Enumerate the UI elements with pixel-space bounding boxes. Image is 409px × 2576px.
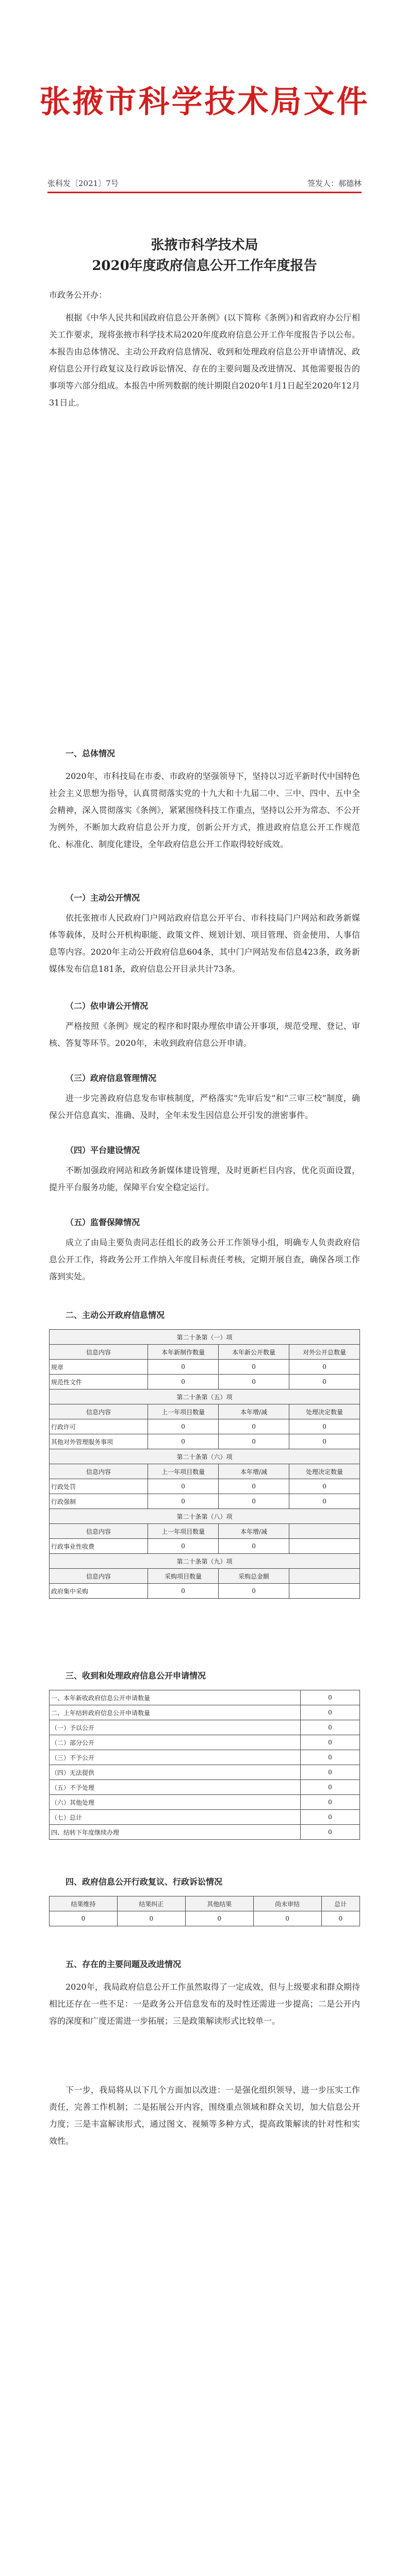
table-cell: （七）总计 <box>50 1810 301 1825</box>
document-sheet-2 <box>0 690 409 2545</box>
table-cell: 0 <box>301 1705 360 1720</box>
table-cell: 0 <box>50 1911 118 1926</box>
section-1-paragraph-2: 依托张掖市人民政府门户网站政府信息公开平台、市科技局门户网站和政务新媒体等载体，及时公开机构职能、政策文件、规划计划、项目管理、资金使用、人事信息等内容。2020年主动公开政府信息604条，其中门户网站发布信息423条，政务新媒体发布信息181条，政府信息公开目录共计73条。 <box>49 913 360 974</box>
table-cell: 0 <box>219 1375 289 1389</box>
table-cell: 0 <box>117 1911 185 1926</box>
table-caption: 第二十条第（六）项 <box>50 1449 360 1464</box>
table-row <box>50 1705 360 1720</box>
table-header: 本年新制作数量 <box>148 1345 219 1360</box>
table-cell <box>289 1584 360 1599</box>
table-cell: 0 <box>301 1720 360 1735</box>
table-cell: 0 <box>148 1479 219 1494</box>
table-cell: 0 <box>289 1434 360 1449</box>
table-header: 其他结果 <box>185 1896 253 1911</box>
table-cell: （四）无法提供 <box>50 1765 301 1780</box>
application-handling-table <box>49 1690 360 1840</box>
table-row <box>50 1584 360 1599</box>
table-header: 本年新公开数量 <box>219 1345 289 1360</box>
document-sheet-3 <box>0 2545 409 2576</box>
table-cell: 0 <box>148 1494 219 1509</box>
table-header: 总计 <box>321 1896 359 1911</box>
doc-number: 张科发〔2021〕7号 <box>47 179 119 188</box>
proactive-disclosure-table <box>49 1329 360 1599</box>
table-cell: 0 <box>148 1539 219 1554</box>
table-cell: 0 <box>289 1479 360 1494</box>
addressee: 市政务公开办： <box>49 290 107 300</box>
table-header: 本年增/减 <box>219 1524 289 1539</box>
table-header: 采购项目数量 <box>148 1569 219 1584</box>
table-header: 对外公开总数量 <box>289 1345 360 1360</box>
table-cell: 0 <box>321 1911 359 1926</box>
table-cell: 0 <box>219 1434 289 1449</box>
table-cell: 0 <box>289 1360 360 1375</box>
table-cell: 0 <box>148 1419 219 1434</box>
table-cell: 四、结转下年度继续办理 <box>50 1825 301 1840</box>
table-cell: 0 <box>219 1419 289 1434</box>
intro-paragraph: 根据《中华人民共和国政府信息公开条例》(以下简称《条例》)和省政府办公厅相关工作要求，现将张掖市科学技术局2020年度政府信息公开工作年度报告予以公布。本报告由总体情况、主动公开政府信息情况、收到和处理政府信息公开申请情况、政府信息公开行政复议及行政诉讼情况、存在的主要问题及改进情况、其他需要报告的事项等六部分组成。本报告中所列数据的统计期限自2020年1月1日起至2020年12月31日止。 <box>49 313 360 408</box>
section-1-subheading-1: （一）主动公开情况 <box>66 893 140 903</box>
table-cell: 0 <box>219 1494 289 1509</box>
table-row <box>50 1494 360 1509</box>
table-header: 尚未审结 <box>253 1896 321 1911</box>
section-1-subheading-2: （二）依申请公开情况 <box>66 1001 149 1011</box>
table-header: 信息内容 <box>50 1569 148 1584</box>
signer: 签发人：郝德林 <box>307 179 362 188</box>
table-cell: 0 <box>301 1765 360 1780</box>
table-row <box>50 1765 360 1780</box>
table-row <box>50 1825 360 1840</box>
table-cell: 0 <box>219 1584 289 1599</box>
table-row <box>50 1720 360 1735</box>
table-header: 处理决定数量 <box>289 1404 360 1419</box>
table-header: 结果纠正 <box>117 1896 185 1911</box>
table-cell: （五）不予处理 <box>50 1780 301 1795</box>
table-row <box>50 1479 360 1494</box>
table-row <box>50 1360 360 1375</box>
section-1-subheading-4: （四）平台建设情况 <box>66 1145 140 1155</box>
table-header <box>289 1524 360 1539</box>
section-2-title: 二、主动公开政府信息情况 <box>66 1310 165 1320</box>
table-cell: 0 <box>301 1750 360 1765</box>
red-divider <box>47 192 362 193</box>
table-caption: 第二十条第（五）项 <box>50 1389 360 1404</box>
section-1-subheading-5: （五）监督保障情况 <box>66 1217 140 1227</box>
table-cell: 0 <box>148 1360 219 1375</box>
table-cell: 0 <box>148 1584 219 1599</box>
table-cell: 0 <box>289 1419 360 1434</box>
section-4-title: 四、政府信息公开行政复议、行政诉讼情况 <box>66 1877 223 1887</box>
table-cell: 二、上年结转政府信息公开申请数量 <box>50 1705 301 1720</box>
table-header: 信息内容 <box>50 1345 148 1360</box>
table-cell: 0 <box>301 1810 360 1825</box>
table-cell: 行政许可 <box>50 1419 148 1434</box>
table-row <box>50 1434 360 1449</box>
table-row <box>50 1911 360 1926</box>
table-row <box>50 1419 360 1434</box>
section-1-subheading-3: （三）政府信息管理情况 <box>66 1073 157 1083</box>
table-header: 信息内容 <box>50 1404 148 1419</box>
table-cell: 规章 <box>50 1360 148 1375</box>
red-header-title: 张掖市科学技术局文件 <box>39 84 370 120</box>
section-5-paragraph-2: 下一步，我局将从以下几个方面加以改进：一是强化组织领导，进一步压实工作责任，完善工作机制；二是拓展公开内容，围绕重点领域和群众关切，加大信息公开力度；三是丰富解读形式，通过图文、视频等多种方式，提高政策解读的针对性和实效性。 <box>49 2085 360 2146</box>
table-cell: 行政强制 <box>50 1494 148 1509</box>
table-row <box>50 1375 360 1389</box>
table-cell: 0 <box>301 1795 360 1810</box>
table-cell: 行政处罚 <box>50 1479 148 1494</box>
table-header: 上一年项目数量 <box>148 1524 219 1539</box>
table-caption: 第二十条第（一）项 <box>50 1330 360 1345</box>
table-cell <box>289 1539 360 1554</box>
table-header: 结果维持 <box>50 1896 118 1911</box>
section-1-paragraph-1: 2020年，市科技局在市委、市政府的坚强领导下，坚持以习近平新时代中国特色社会主义思想为指导，认真贯彻落实党的十九大和十九届二中、三中、四中、五中全会精神，深入贯彻落实《条例》，紧紧围绕科技工作重点，坚持以公开为常态、不公开为例外，不断加大政府信息公开力度，创新公开方式，推进政府信息公开工作规范化、标准化、制度化建设，全年政府信息公开工作取得较好成效。 <box>49 771 360 849</box>
table-cell: （三）不予公开 <box>50 1750 301 1765</box>
table-header: 上一年项目数量 <box>148 1404 219 1419</box>
table-row <box>50 1810 360 1825</box>
table-cell: 0 <box>301 1690 360 1705</box>
table-row <box>50 1750 360 1765</box>
section-5-title: 五、存在的主要问题及改进情况 <box>66 1959 182 1969</box>
table-header <box>289 1569 360 1584</box>
table-cell: 政府集中采购 <box>50 1584 148 1599</box>
table-row <box>50 1539 360 1554</box>
review-litigation-table <box>49 1896 360 1926</box>
section-1-title: 一、总体情况 <box>66 749 116 758</box>
report-org-title: 张掖市科学技术局 <box>151 238 258 253</box>
table-cell: 0 <box>289 1375 360 1389</box>
table-row <box>50 1780 360 1795</box>
section-1-paragraph-5: 不断加强政府网站和政务新媒体建设管理，及时更新栏目内容，优化页面设置，提升平台服务功能，保障平台安全稳定运行。 <box>49 1165 360 1192</box>
table-cell: 0 <box>148 1434 219 1449</box>
table-header: 上一年项目数量 <box>148 1464 219 1479</box>
table-cell: 0 <box>253 1911 321 1926</box>
table-cell: 规范性文件 <box>50 1375 148 1389</box>
section-5-paragraph-1: 2020年，我局政府信息公开工作虽然取得了一定成效，但与上级要求和群众期待相比还存在一些不足：一是政务公开信息发布的及时性还需进一步提高；二是公开内容的深度和广度还需进一步拓展；三是政策解读形式比较单一。 <box>49 1982 360 2026</box>
document-sheet-1 <box>0 0 409 690</box>
table-header: 本年增/减 <box>219 1404 289 1419</box>
table-header: 信息内容 <box>50 1464 148 1479</box>
table-cell: 0 <box>301 1825 360 1840</box>
table-header: 本年增/减 <box>219 1464 289 1479</box>
table-cell: 0 <box>301 1735 360 1750</box>
section-3-title: 三、收到和处理政府信息公开申请情况 <box>66 1671 206 1681</box>
table-header: 处理决定数量 <box>289 1464 360 1479</box>
table-caption: 第二十条第（八）项 <box>50 1509 360 1524</box>
table-cell: 0 <box>148 1375 219 1389</box>
report-main-title: 2020年度政府信息公开工作年度报告 <box>92 258 317 274</box>
table-cell: 其他对外管理服务事项 <box>50 1434 148 1449</box>
table-row <box>50 1690 360 1705</box>
table-cell: 0 <box>219 1539 289 1554</box>
table-cell: 0 <box>289 1494 360 1509</box>
section-1-paragraph-4: 进一步完善政府信息发布审核制度，严格落实“先审后发”和“三审三校”制度，确保公开信息真实、准确、及时，全年未发生因信息公开引发的泄密事件。 <box>49 1093 360 1120</box>
table-cell: 行政事业性收费 <box>50 1539 148 1554</box>
table-row <box>50 1795 360 1810</box>
section-1-paragraph-6: 成立了由局主要负责同志任组长的政务公开工作领导小组，明确专人负责政府信息公开工作，将政务公开工作纳入年度目标责任考核，定期开展自查，确保各项工作落到实处。 <box>49 1238 360 1281</box>
table-header: 采购总金额 <box>219 1569 289 1584</box>
table-cell: （一）予以公开 <box>50 1720 301 1735</box>
table-header: 信息内容 <box>50 1524 148 1539</box>
table-cell: 0 <box>219 1360 289 1375</box>
table-cell: 一、本年新收政府信息公开申请数量 <box>50 1690 301 1705</box>
table-caption: 第二十条第（九）项 <box>50 1554 360 1569</box>
table-row <box>50 1735 360 1750</box>
table-cell: 0 <box>219 1479 289 1494</box>
table-cell: 0 <box>185 1911 253 1926</box>
table-cell: （六）其他处理 <box>50 1795 301 1810</box>
table-cell: 0 <box>301 1780 360 1795</box>
table-cell: （二）部分公开 <box>50 1735 301 1750</box>
section-1-paragraph-3: 严格按照《条例》规定的程序和时限办理依申请公开事项，规范受理、登记、审核、答复等环节。2020年，未收到政府信息公开申请。 <box>49 1021 360 1048</box>
